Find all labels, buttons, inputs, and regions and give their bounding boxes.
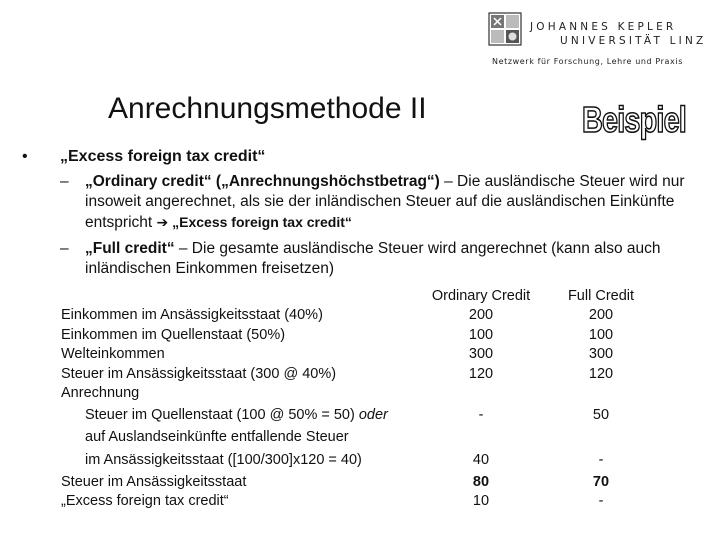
- cell-ordinary: 120: [468, 365, 494, 382]
- full-credit-term: „Full credit“: [85, 240, 175, 257]
- stamp-label: Beispiel: [582, 99, 686, 140]
- cell-ordinary: 40: [472, 451, 490, 468]
- cell-full: -: [598, 493, 604, 510]
- row-label: Steuer im Ansässigkeitsstaat: [61, 473, 247, 490]
- col-header-ordinary: Ordinary Credit: [431, 288, 531, 304]
- cell-ordinary: 200: [468, 307, 494, 324]
- row-label: [85, 403, 388, 428]
- cell-full: 200: [588, 307, 614, 324]
- bullet-text: „Excess foreign tax credit“: [60, 148, 266, 165]
- row-label-text: Steuer im Quellenstaat (100 @ 50% = 50): [85, 407, 359, 424]
- logo-line1: JOHANNES KEPLER: [530, 21, 677, 33]
- cell-ordinary: -: [478, 407, 484, 424]
- dash-marker: –: [60, 173, 69, 190]
- col-header-full: Full Credit: [567, 288, 635, 304]
- row-label: Anrechnung: [61, 384, 140, 401]
- dash-marker: –: [60, 240, 69, 257]
- row-label: Einkommen im Quellenstaat (50%): [61, 326, 286, 343]
- logo-tagline: Netzwerk für Forschung, Lehre und Praxis: [492, 57, 683, 66]
- row-label: im Ansässigkeitsstaat ([100/300]x120 = 40): [85, 451, 362, 468]
- cell-ordinary: 300: [468, 346, 494, 363]
- cell-full: 50: [592, 407, 610, 424]
- bullet-marker: •: [22, 148, 28, 165]
- row-label: auf Auslandseinkünfte entfallende Steuer: [85, 429, 349, 446]
- cell-full: 100: [588, 326, 614, 343]
- row-label: „Excess foreign tax credit“: [61, 493, 229, 510]
- crest-icon: [488, 12, 522, 46]
- cell-full: 120: [588, 365, 614, 382]
- cell-ordinary: 10: [472, 493, 490, 510]
- cell-ordinary: 100: [468, 326, 494, 343]
- logo-line2: UNIVERSITÄT LINZ: [560, 35, 707, 47]
- full-credit-text: – Die gesamte ausländische Steuer wird angerechnet (kann also auch inländischen Einkommen freisetzen): [85, 240, 661, 277]
- row-label: Einkommen im Ansässigkeitsstaat (40%): [61, 307, 323, 324]
- ordinary-credit-text: – Die ausländische Steuer wird nur insoweit angerechnet, als sie der inländischen Steuer auf die ausländischen Einkünfte entspricht: [85, 173, 685, 231]
- arrow-right-icon: ➔: [156, 215, 169, 231]
- row-label: Steuer im Ansässigkeitsstaat (300 @ 40%): [61, 365, 337, 382]
- ordinary-credit-term: „Ordinary credit“ („Anrechnungshöchstbetrag“): [85, 173, 440, 190]
- university-logo: [488, 12, 708, 72]
- row-label: Welteinkommen: [61, 346, 165, 363]
- cell-full: -: [598, 451, 604, 468]
- cell-full: 70: [592, 473, 610, 490]
- beispiel-stamp: [578, 95, 690, 141]
- cell-ordinary: 80: [472, 473, 490, 490]
- excess-credit-term: „Excess foreign tax credit“: [168, 214, 352, 230]
- slide-title: Anrechnungsmethode II: [108, 92, 427, 125]
- row-label-emphasis: oder: [358, 407, 388, 424]
- cell-full: 300: [588, 346, 614, 363]
